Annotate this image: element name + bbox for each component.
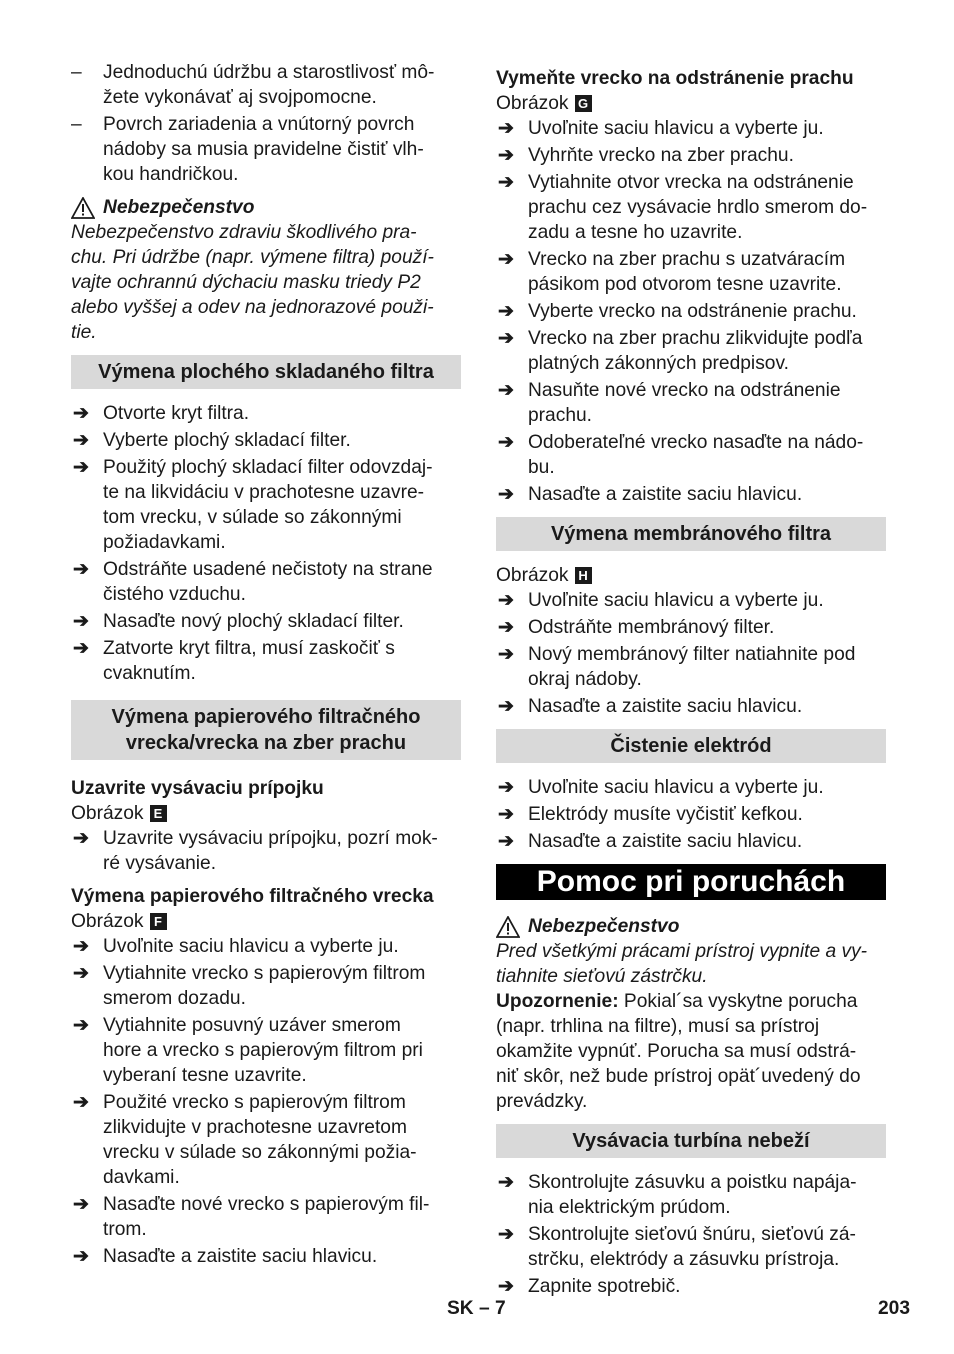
warning-text: Nebezpečenstvo zdraviu škodlivého pra- chu. Pri údržbe (napr. výmene filtra) použí- vajte ochrannú dýchaciu masku triedy P2 alebo vyššej a odev na jednorazové použi- tie. xyxy=(71,222,434,343)
list-item xyxy=(496,143,886,168)
arrow-bullet-icon: ➔ xyxy=(498,617,515,638)
list-item-text: Zapnite spotrebič. xyxy=(528,1276,681,1297)
list-item xyxy=(71,557,461,607)
arrow-bullet-icon: ➔ xyxy=(498,590,515,611)
figure-ref-h xyxy=(496,563,886,588)
warning-title: Nebezpečenstvo xyxy=(528,916,680,937)
list-item xyxy=(496,642,886,692)
list-item xyxy=(496,615,886,640)
page-number: 203 xyxy=(878,1298,911,1319)
arrow-bullet-icon: ➔ xyxy=(498,328,515,349)
intro-list xyxy=(71,60,461,187)
troubleshooting-title: Pomoc pri poruchách xyxy=(496,864,886,900)
list-item-text: Odstráňte membránový filter. xyxy=(528,617,775,638)
list-item-text: Nasaďte nové vrecko s papierovým fil- trom. xyxy=(103,1194,430,1240)
flat-filter-steps xyxy=(71,401,461,686)
list-item xyxy=(496,588,886,613)
list-item xyxy=(496,829,886,854)
note-paragraph xyxy=(496,989,886,1114)
arrow-bullet-icon: ➔ xyxy=(73,403,90,424)
arrow-bullet-icon: ➔ xyxy=(498,831,515,852)
arrow-bullet-icon: ➔ xyxy=(73,638,90,659)
figure-label: Obrázok xyxy=(71,911,144,932)
list-item xyxy=(496,482,886,507)
turbine-steps xyxy=(496,1170,886,1299)
list-item-text: Nasaďte a zaistite saciu hlavicu. xyxy=(528,484,803,505)
arrow-bullet-icon: ➔ xyxy=(498,145,515,166)
arrow-bullet-icon: ➔ xyxy=(498,696,515,717)
arrow-bullet-icon: ➔ xyxy=(498,1224,515,1245)
list-item xyxy=(496,299,886,324)
warning-text: Pred všetkými prácami prístroj vypnite a vy- tiahnite sieťovú zástrčku. xyxy=(496,941,868,987)
list-item xyxy=(71,826,461,876)
list-item xyxy=(496,1222,886,1272)
note-label: Upozornenie: xyxy=(496,991,619,1012)
list-item-text: Uvoľnite saciu hlavicu a vyberte ju. xyxy=(528,118,824,139)
list-item-text: Nasaďte nový plochý skladací filter. xyxy=(103,611,404,632)
list-item xyxy=(496,802,886,827)
arrow-bullet-icon: ➔ xyxy=(73,559,90,580)
arrow-bullet-icon: ➔ xyxy=(498,172,515,193)
arrow-bullet-icon: ➔ xyxy=(73,1015,90,1036)
figure-ref-f xyxy=(71,909,461,934)
subheading-close-suction: Uzavrite vysávaciu prípojku xyxy=(71,778,324,799)
section-membrane-filter-heading: Výmena membránového filtra xyxy=(496,517,886,551)
left-column xyxy=(71,60,461,1271)
list-item-text: Uvoľnite saciu hlavicu a vyberte ju. xyxy=(528,590,824,611)
footer-section-label: SK – 7 xyxy=(447,1298,506,1319)
list-item xyxy=(496,430,886,480)
list-item xyxy=(496,1170,886,1220)
list-item xyxy=(71,428,461,453)
list-item-text: Odoberateľné vrecko nasaďte na nádo- bu. xyxy=(528,432,864,478)
arrow-bullet-icon: ➔ xyxy=(498,804,515,825)
list-item xyxy=(71,934,461,959)
figure-letter-badge: F xyxy=(150,913,167,930)
list-item-text: Elektródy musíte vyčistiť kefkou. xyxy=(528,804,803,825)
list-item xyxy=(71,1192,461,1242)
list-item-text: Vytiahnite vrecko s papierovým filtrom smerom dozadu. xyxy=(103,963,426,1009)
list-item xyxy=(496,378,886,428)
list-item-text: Vyhrňte vrecko na zber prachu. xyxy=(528,145,794,166)
list-item xyxy=(496,775,886,800)
list-item xyxy=(71,112,461,187)
list-item-text: Odstráňte usadené nečistoty na strane čistého vzduchu. xyxy=(103,559,433,605)
list-item-text: Vrecko na zber prachu zlikvidujte podľa platných zákonných predpisov. xyxy=(528,328,863,374)
list-item xyxy=(496,1274,886,1299)
list-item xyxy=(71,1244,461,1269)
arrow-bullet-icon: ➔ xyxy=(498,249,515,270)
list-item-text: Nasaďte a zaistite saciu hlavicu. xyxy=(528,831,803,852)
list-item-text: Skontrolujte zásuvku a poistku napája- nia elektrickým prúdom. xyxy=(528,1172,857,1218)
dash-bullet-icon: – xyxy=(71,114,82,135)
note-text: Pokial´sa vyskytne porucha (napr. trhlina na filtre), musí sa prístroj okamžite vypnúť. Porucha sa musí odstrá- niť skôr, než bude prístroj opät´uvedený do prevádzky. xyxy=(496,991,861,1112)
dust-bag-steps xyxy=(496,116,886,507)
warning-triangle-icon xyxy=(496,916,520,938)
figure-label: Obrázok xyxy=(496,565,569,586)
arrow-bullet-icon: ➔ xyxy=(73,1246,90,1267)
list-item xyxy=(71,609,461,634)
figure-letter-badge: G xyxy=(575,95,592,112)
warning-heading xyxy=(496,914,886,939)
list-item-text: Skontrolujte sieťovú šnúru, sieťovú zá- strčku, elektródy a zásuvku prístroja. xyxy=(528,1224,856,1270)
list-item-text: Zatvorte kryt filtra, musí zaskočiť s cvaknutím. xyxy=(103,638,395,684)
list-item xyxy=(71,60,461,110)
list-item-text: Nasuňte nové vrecko na odstránenie prachu. xyxy=(528,380,841,426)
list-item xyxy=(496,694,886,719)
list-item-text: Nový membránový filter natiahnite pod okraj nádoby. xyxy=(528,644,856,690)
arrow-bullet-icon: ➔ xyxy=(498,644,515,665)
list-item xyxy=(71,636,461,686)
section-paper-bag-heading: Výmena papierového filtračného vrecka/vrecka na zber prachu xyxy=(71,700,461,760)
list-item-text: Použité vrecko s papierovým filtrom zlikvidujte v prachotesne uzavretom vrecku v súlade so zákonnými požia- davkami. xyxy=(103,1092,417,1188)
list-item xyxy=(496,247,886,297)
list-item-text: Vyberte plochý skladací filter. xyxy=(103,430,351,451)
list-item-text: Nasaďte a zaistite saciu hlavicu. xyxy=(528,696,803,717)
arrow-bullet-icon: ➔ xyxy=(73,963,90,984)
list-item xyxy=(71,455,461,555)
section-turbine-heading: Vysávacia turbína nebeží xyxy=(496,1124,886,1158)
dash-bullet-icon: – xyxy=(71,62,82,83)
figure-letter-badge: H xyxy=(575,567,592,584)
section-flat-filter-heading: Výmena plochého skladaného filtra xyxy=(71,355,461,389)
list-item xyxy=(496,170,886,245)
warning-triangle-icon xyxy=(71,197,95,219)
arrow-bullet-icon: ➔ xyxy=(498,1172,515,1193)
arrow-bullet-icon: ➔ xyxy=(73,828,90,849)
section-electrodes-heading: Čistenie elektród xyxy=(496,729,886,763)
close-suction-steps xyxy=(71,826,461,876)
list-item-text: Uzavrite vysávaciu prípojku, pozrí mok- ré vysávanie. xyxy=(103,828,438,874)
figure-letter-badge: E xyxy=(150,805,167,822)
list-item xyxy=(71,1013,461,1088)
list-item xyxy=(496,326,886,376)
membrane-filter-steps xyxy=(496,588,886,719)
figure-ref-e xyxy=(71,801,461,826)
arrow-bullet-icon: ➔ xyxy=(73,430,90,451)
list-item-text: Vytiahnite otvor vrecka na odstránenie prachu cez vysávacie hrdlo smerom do- zadu a tesne ho uzavrite. xyxy=(528,172,868,243)
list-item-text: Vytiahnite posuvný uzáver smerom hore a vrecko s papierovým filtrom pri vyberaní tesne uzavrite. xyxy=(103,1015,423,1086)
list-item-text: Uvoľnite saciu hlavicu a vyberte ju. xyxy=(528,777,824,798)
list-item xyxy=(71,961,461,1011)
list-item xyxy=(496,116,886,141)
subheading-dust-bag: Vymeňte vrecko na odstránenie prachu xyxy=(496,68,854,89)
electrode-steps xyxy=(496,775,886,854)
figure-ref-g xyxy=(496,91,886,116)
list-item-text: Vyberte vrecko na odstránenie prachu. xyxy=(528,301,857,322)
arrow-bullet-icon: ➔ xyxy=(498,484,515,505)
figure-label: Obrázok xyxy=(496,93,569,114)
paper-bag-steps xyxy=(71,934,461,1269)
arrow-bullet-icon: ➔ xyxy=(498,777,515,798)
arrow-bullet-icon: ➔ xyxy=(498,432,515,453)
list-item-text: Použitý plochý skladací filter odovzdaj- te na likvidáciu v prachotesne uzavre- tom vrecku, v súlade so zákonnými požiadavkami. xyxy=(103,457,433,553)
arrow-bullet-icon: ➔ xyxy=(73,457,90,478)
arrow-bullet-icon: ➔ xyxy=(73,1194,90,1215)
list-item-text: Jednoduchú údržbu a starostlivosť mô- žete vykonávať aj svojpomocne. xyxy=(103,62,435,108)
right-column xyxy=(496,66,886,1301)
subheading-paper-bag-replace: Výmena papierového filtračného vrecka xyxy=(71,886,434,907)
warning-heading xyxy=(71,195,461,220)
list-item-text: Otvorte kryt filtra. xyxy=(103,403,250,424)
arrow-bullet-icon: ➔ xyxy=(73,611,90,632)
list-item xyxy=(71,1090,461,1190)
arrow-bullet-icon: ➔ xyxy=(73,936,90,957)
list-item xyxy=(71,401,461,426)
arrow-bullet-icon: ➔ xyxy=(73,1092,90,1113)
figure-label: Obrázok xyxy=(71,803,144,824)
list-item-text: Nasaďte a zaistite saciu hlavicu. xyxy=(103,1246,378,1267)
list-item-text: Povrch zariadenia a vnútorný povrch nádoby sa musia pravidelne čistiť vlh- kou handričkou. xyxy=(103,114,424,185)
list-item-text: Uvoľnite saciu hlavicu a vyberte ju. xyxy=(103,936,399,957)
arrow-bullet-icon: ➔ xyxy=(498,380,515,401)
arrow-bullet-icon: ➔ xyxy=(498,118,515,139)
arrow-bullet-icon: ➔ xyxy=(498,301,515,322)
warning-title: Nebezpečenstvo xyxy=(103,197,255,218)
arrow-bullet-icon: ➔ xyxy=(498,1276,515,1297)
list-item-text: Vrecko na zber prachu s uzatváracím pásikom pod otvorom tesne uzavrite. xyxy=(528,249,846,295)
